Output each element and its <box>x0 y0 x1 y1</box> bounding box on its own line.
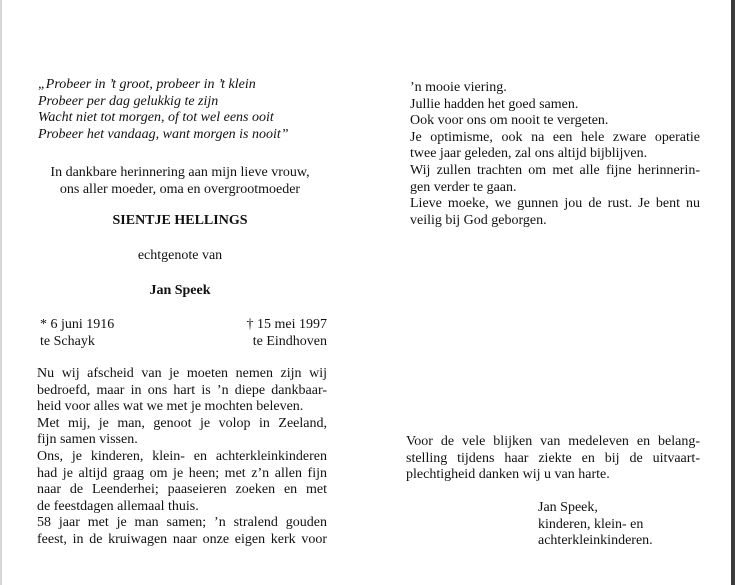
text-line: bedroefd, maar in ons hart is ’n diepe dankbaar- <box>37 382 327 398</box>
deceased-name: SIENTJE HELLINGS <box>112 213 248 228</box>
death-place: te Eindhoven <box>252 333 327 349</box>
spouse-label: echtgenote van <box>137 248 223 263</box>
text-line: Voor de vele blijken van medeleven en belang- <box>406 434 700 449</box>
text-line: Met mij, je man, genoot je volop in Zeeland, <box>37 415 327 431</box>
page-edge-left <box>0 0 2 585</box>
dedication <box>20 165 340 198</box>
poem-line: Probeer per dag gelukkig te zijn <box>38 93 219 109</box>
signature <box>538 500 718 550</box>
thanks-text <box>406 434 700 484</box>
text-line: twee jaar geleden, zal ons altijd bijblijven. <box>410 146 648 162</box>
signature-line: kinderen, klein- en <box>538 516 644 532</box>
text-line: ’n mooie viering. <box>410 80 507 95</box>
text-line: Jullie hadden het goed samen. <box>410 96 579 112</box>
text-line: veilig bij God geborgen. <box>410 212 547 228</box>
text-line: had je altijd graag om je heen; met z’n allen fijn <box>37 465 327 481</box>
poem-line: Wacht niet tot morgen, of tot wel eens ooit <box>38 110 274 126</box>
page-edge-right <box>731 0 735 585</box>
signature-line: achterkleinkinderen. <box>538 533 653 549</box>
memorial-text-right <box>410 80 700 229</box>
text-line: Lieve moeke, we gunnen jou de rust. Je bent nu <box>410 196 700 212</box>
text-line: Ook voor ons om nooit te vergeten. <box>410 113 609 129</box>
poem-line: „Probeer in ’t groot, probeer in ’t klein <box>38 77 256 92</box>
birth-date: * 6 juni 1916 <box>40 317 115 332</box>
text-line: plechtigheid danken wij u van harte. <box>406 467 610 483</box>
text-line: de feestdagen allemaal thuis. <box>37 498 199 514</box>
text-line: heid voor alles wat we met je mochten beleven. <box>37 399 304 415</box>
text-line: 58 jaar met je man samen; ’n stralend gouden <box>37 515 327 531</box>
text-line: feest, in de kruiwagen naar onze eigen kerk voor <box>37 531 327 547</box>
birth-info <box>40 317 180 350</box>
text-line: Je optimisme, ook na een hele zware operatie <box>410 129 700 145</box>
dedication-line: In dankbare herinnering aan mijn lieve vrouw, <box>50 165 310 180</box>
text-line: gen verder te gaan. <box>410 179 517 195</box>
text-line: Nu wij afscheid van je moeten nemen zijn wij <box>37 366 327 381</box>
poem <box>38 77 338 143</box>
death-date: † 15 mei 1997 <box>246 317 327 332</box>
dedication-line: ons aller moeder, oma en overgrootmoeder <box>59 181 301 197</box>
memorial-text-left <box>37 366 327 549</box>
poem-line: Probeer het vandaag, want morgen is nooit” <box>38 126 289 142</box>
text-line: Wij zullen trachten om met alle fijne herinnerin- <box>410 162 700 178</box>
birth-place: te Schayk <box>40 333 95 349</box>
text-line: fijn samen vissen. <box>37 432 138 448</box>
death-info <box>205 317 327 350</box>
spouse-name: Jan Speek <box>149 283 211 298</box>
text-line: Ons, je kinderen, klein- en achterkleinkinderen <box>37 448 327 464</box>
signature-line: Jan Speek, <box>538 500 598 515</box>
text-line: stelling tijdens haar ziekte en bij de uitvaart- <box>406 450 700 466</box>
text-line: naar de Leenderhei; paaseieren zoeken en met <box>37 482 327 498</box>
